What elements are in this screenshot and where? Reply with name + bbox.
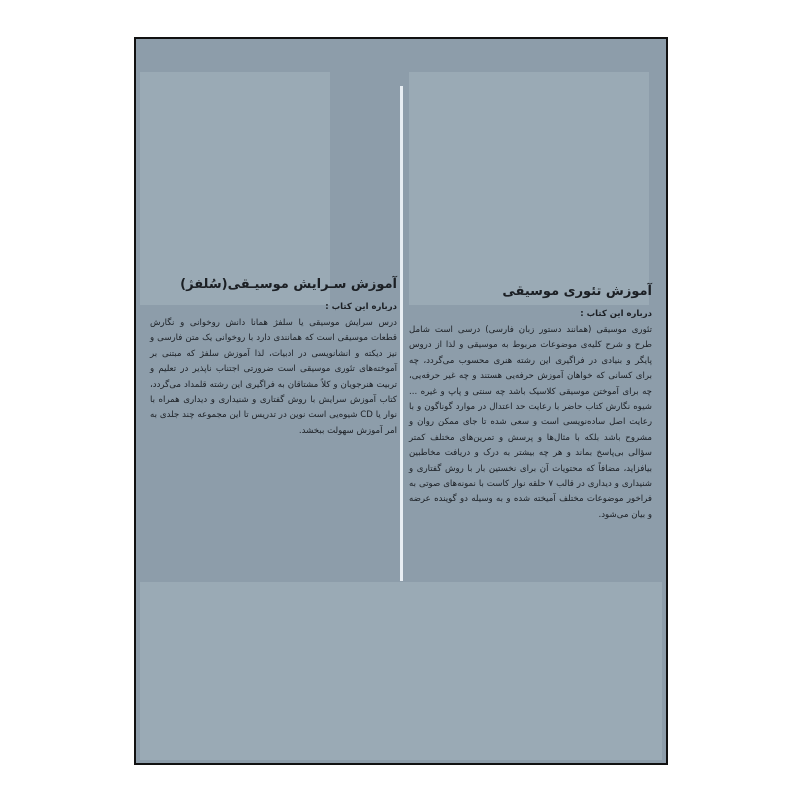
theory-book-section (409, 284, 652, 523)
book-back-cover (134, 37, 668, 765)
solfege-about-heading: درباره این کتاب : (325, 302, 397, 312)
solfege-book-title: آموزش سـرایش موسیـقی(سُلفژ) (180, 277, 397, 292)
top-left-panel (140, 72, 330, 305)
solfege-book-section (150, 277, 397, 439)
theory-about-heading: درباره این کتاب : (580, 309, 652, 319)
bottom-panel (140, 582, 662, 760)
theory-book-title: آموزش تئوری موسیقی (502, 284, 652, 299)
theory-description: تئوری موسیقی (همانند دستور زبان فارسی) درسی است شامل طرح و شرح کلیه‌ی موضوعات مربوط به موسیقی و لذا از دروس پایگر و بنیادی در فراگیری این رشته هنری محسوب می‌گردد، چه برای کسانی که خواهان آموزش حرفه‌یی هستند و چه غیر حرفه‌یی، چه برای آموختن موسیقی کلاسیک باشد چه سنتی و پاپ و غیره ... شیوه نگارش کتاب حاضر با رعایت حد اعتدال در موارد گوناگون و با رعایت اصل ساده‌نویسی است و سعی شده تا جای ممکن روان و مشروح باشد بلکه با مثال‌ها و پرسش و تمرین‌های مختلف کمتر سؤالی بی‌پاسخ بماند و هر چه بیشتر به درک و دریافت مخاطبین بیافزاید، مضافاً که محتویات آن برای نخستین بار با روش گفتاری و شنیداری و دیداری در قالب ۷ حلقه نوار کاست با نمونه‌های صوتی به فراخور موضوعات مختلف آمیخته شده و به وسیله دو گوینده عرضه و بیان می‌شود. (409, 325, 652, 520)
column-divider (400, 86, 403, 581)
solfege-description: درس سرایش موسیقی یا سلفژ همانا دانش روخوانی و نگارش قطعات موسیقی است که همانندی دارد با روخوانی یک متن فارسی و نیز دیکته و انشا‌نویسی در ادبیات، لذا آموزش سلفژ که مبتنی بر آموخته‌های تئوری موسیقی است ضرورتی اجتناب ناپذیر در تعلیم و تربیت هنرجویان و کلاً مشتاقان به فراگیری این رشته قلمداد می‌گردد، کتاب آموزش سرایش با روش گفتاری و شنیداری و دیداری همراه با نوار یا CD شیوه‌یی است نوین در تدریس تا این مجموعه چند جلدی به امر آموزش سهولت ببخشد. (150, 318, 397, 436)
top-right-panel (409, 72, 649, 305)
